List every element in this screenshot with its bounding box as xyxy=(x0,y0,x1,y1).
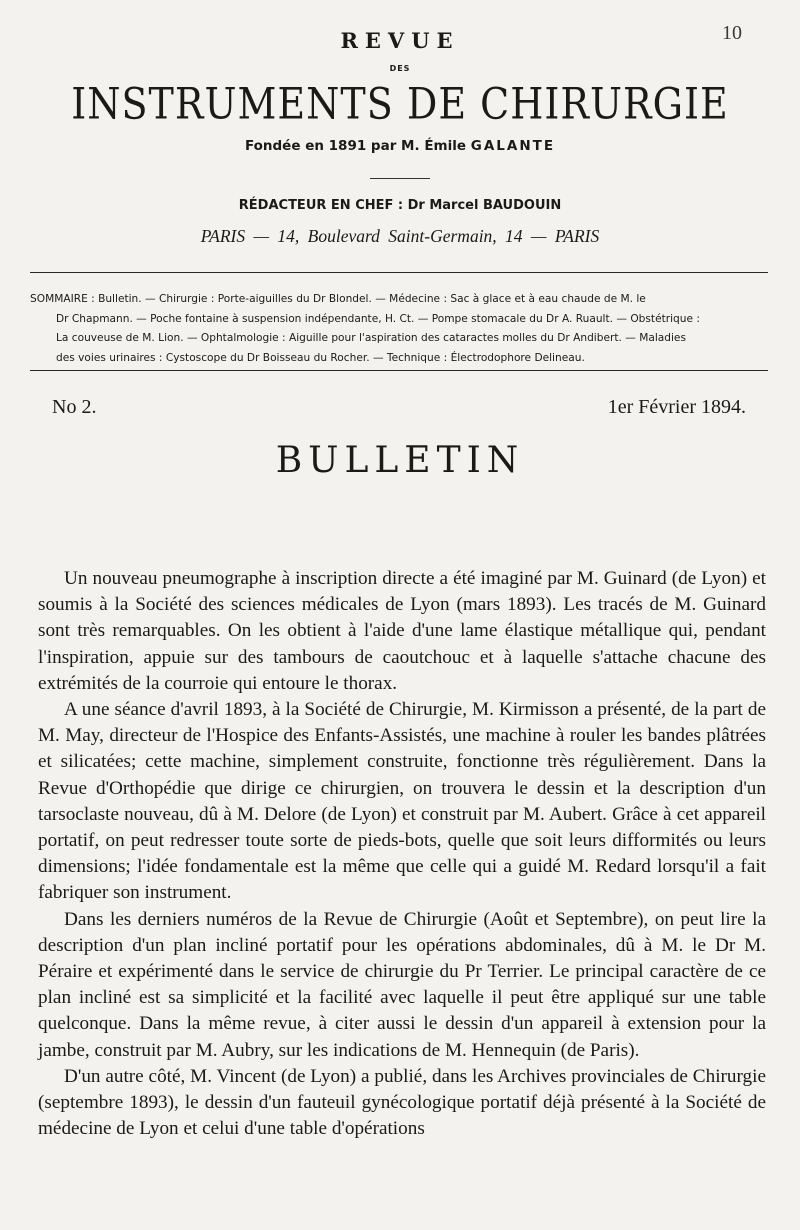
bottom-rule xyxy=(30,370,768,371)
issue-number: No 2. xyxy=(52,396,97,418)
summary-line: SOMMAIRE : Bulletin. — Chirurgie : Porte-aiguilles du Dr Blondel. — Médecine : Sac à glace et à eau chaude de M. le xyxy=(30,293,646,305)
page-number: 10 xyxy=(722,22,742,44)
issue-line xyxy=(52,396,746,419)
summary-line: La couveuse de M. Lion. — Ophtalmologie : Aiguille pour l'aspiration des cataractes molles du Dr Andibert. — Maladies xyxy=(56,332,686,344)
address-line: PARIS — 14, Boulevard Saint-Germain, 14 — PARIS xyxy=(200,226,600,246)
masthead-des: DES xyxy=(389,64,411,73)
section-title: BULLETIN xyxy=(275,440,525,481)
issue-date: 1er Février 1894. xyxy=(607,396,746,418)
paragraph: D'un autre côté, M. Vincent (de Lyon) a publié, dans les Archives provinciales de Chirurgie (septembre 1893), le dessin d'un fauteuil gynécologique portatif déjà présenté à la Société de médecine de Lyon et celui d'une table d'opérations xyxy=(38,1065,766,1140)
masthead-revue: REVUE xyxy=(340,28,460,53)
paragraph: A une séance d'avril 1893, à la Société de Chirurgie, M. Kirmisson a présenté, de la part de M. May, directeur de l'Hospice des Enfants-Assistés, une machine à rouler les bandes plâtrées et silicatées; cette machine, simplement construite, fonctionne très régulièrement. Dans la Revue d'Orthopédie que dirige ce chirurgien, on trouvera le dessin et la description d'un tarsoclaste nouveau, dû à M. Delore (de Lyon) et construit par M. Aubert. Grâce à cet appareil portatif, on peut redresser toute sorte de pieds-bots, quelle que soit leurs difformités ou leurs dimensions; l'idée fondamentale est la même que celle qui a guidé M. Redard lorsqu'il a fait fabriquer son instrument. xyxy=(38,699,766,904)
founded-line xyxy=(0,138,800,154)
journal-title: INSTRUMENTS DE CHIRURGIE xyxy=(71,79,729,129)
article-body xyxy=(38,566,766,1142)
paragraph: Un nouveau pneumographe à inscription directe a été imaginé par M. Guinard (de Lyon) et soumis à la Société des sciences médicales de Lyon (mars 1893). Les tracés de M. Guinard sont très remarquables. On les obtient à l'aide d'une lame élastique métallique qui, pendant l'inspiration, appuie sur des tambours de caoutchouc et à laquelle s'attache chacune des extrémités de la courroie qui entoure le thorax. xyxy=(38,568,766,694)
short-divider xyxy=(370,178,430,179)
summary-line: Dr Chapmann. — Poche fontaine à suspension indépendante, H. Ct. — Pompe stomacale du Dr A. Ruault. — Obstétrique : xyxy=(56,312,700,325)
top-rule xyxy=(30,272,768,273)
editor-line: RÉDACTEUR EN CHEF : Dr Marcel BAUDOUIN xyxy=(238,198,562,213)
paragraph: Dans les derniers numéros de la Revue de Chirurgie (Août et Septembre), on peut lire la description d'un plan incliné portatif pour les opérations abdominales, dû à M. le Dr M. Péraire et expérimenté dans le service de chirurgie du Pr Terrier. Le principal caractère de ce plan incliné est sa simplicité et la facilité avec laquelle il peut être appliqué sur une table quelconque. Dans la même revue, à citer aussi le dessin d'un appareil à extension pour la jambe, construit par M. Aubry, sur les indications de M. Hennequin (de Paris). xyxy=(38,908,766,1061)
founder-name: GALANTE xyxy=(470,138,556,154)
summary-block xyxy=(30,290,770,368)
founded-prefix: Fondée en 1891 par M. Émile xyxy=(244,138,467,154)
summary-line: des voies urinaires : Cystoscope du Dr Boisseau du Rocher. — Technique : Électrodophore Delineau. xyxy=(56,351,585,364)
